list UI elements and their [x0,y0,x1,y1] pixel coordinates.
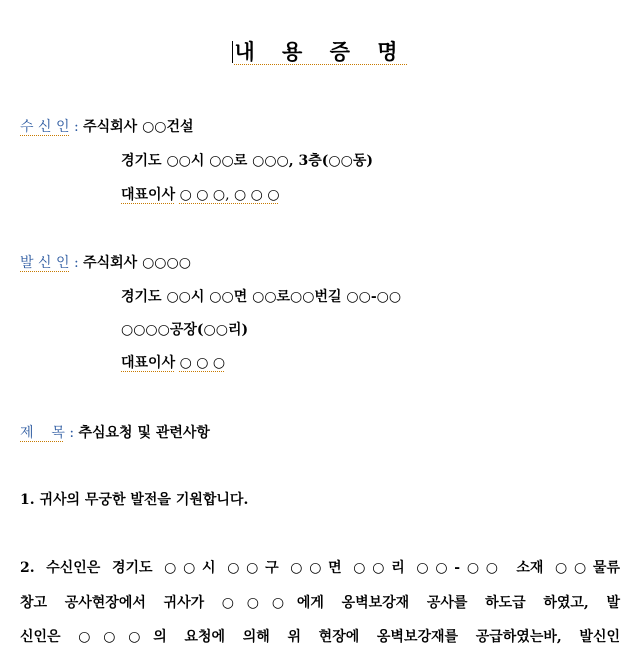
paragraph-2-line-2: 창고 공사현장에서 귀사가 ○○○에게 옹벽보강재 공사를 하도급 하였고, 발 [20,595,620,611]
sender-address-2: ○○○○공장(○○리) [121,322,249,338]
recipient-ceo-line [121,185,280,205]
sender-company: 주식회사 ○○○○ [83,255,191,271]
sender-line [20,253,191,273]
subject-text: 추심요청 및 관련사항 [78,425,210,441]
sender-sep: : [73,255,79,271]
subject-line [20,423,210,443]
paragraph-1: 1. 귀사의 무궁한 발전을 기원합니다. [20,492,249,508]
paragraph-2-line-1: 2. 수신인은 경기도 ○○시 ○○구 ○○면 ○○리 ○○-○○ 소재 ○○물류 [20,560,620,576]
subject-sep: : [69,425,75,441]
recipient-line [20,117,194,137]
recipient-ceo-name: ○ ○ ○, ○ ○ ○ [179,187,280,203]
recipient-ceo-label: 대표이사 [121,187,176,203]
sender-ceo-line [121,353,225,373]
sender-ceo-label: 대표이사 [121,355,176,371]
recipient-address: 경기도 ○○시 ○○로 ○○○, 3층(○○동) [121,153,373,169]
paragraph-2-line-3: 신인은 ○○○의 요청에 의해 위 현장에 옹벽보강재를 공급하였는바, 발신인 [20,629,620,645]
document-title: 내 용 증 명 [234,39,408,64]
subject-label: 제 목 [20,425,65,441]
recipient-label: 수 신 인 [20,119,70,135]
recipient-sep: : [73,119,79,135]
sender-ceo-name: ○ ○ ○ [179,355,226,371]
sender-label: 발 신 인 [20,255,70,271]
sender-address-1: 경기도 ○○시 ○○면 ○○로○○번길 ○○-○○ [121,289,402,305]
recipient-company: 주식회사 ○○건설 [83,119,194,135]
